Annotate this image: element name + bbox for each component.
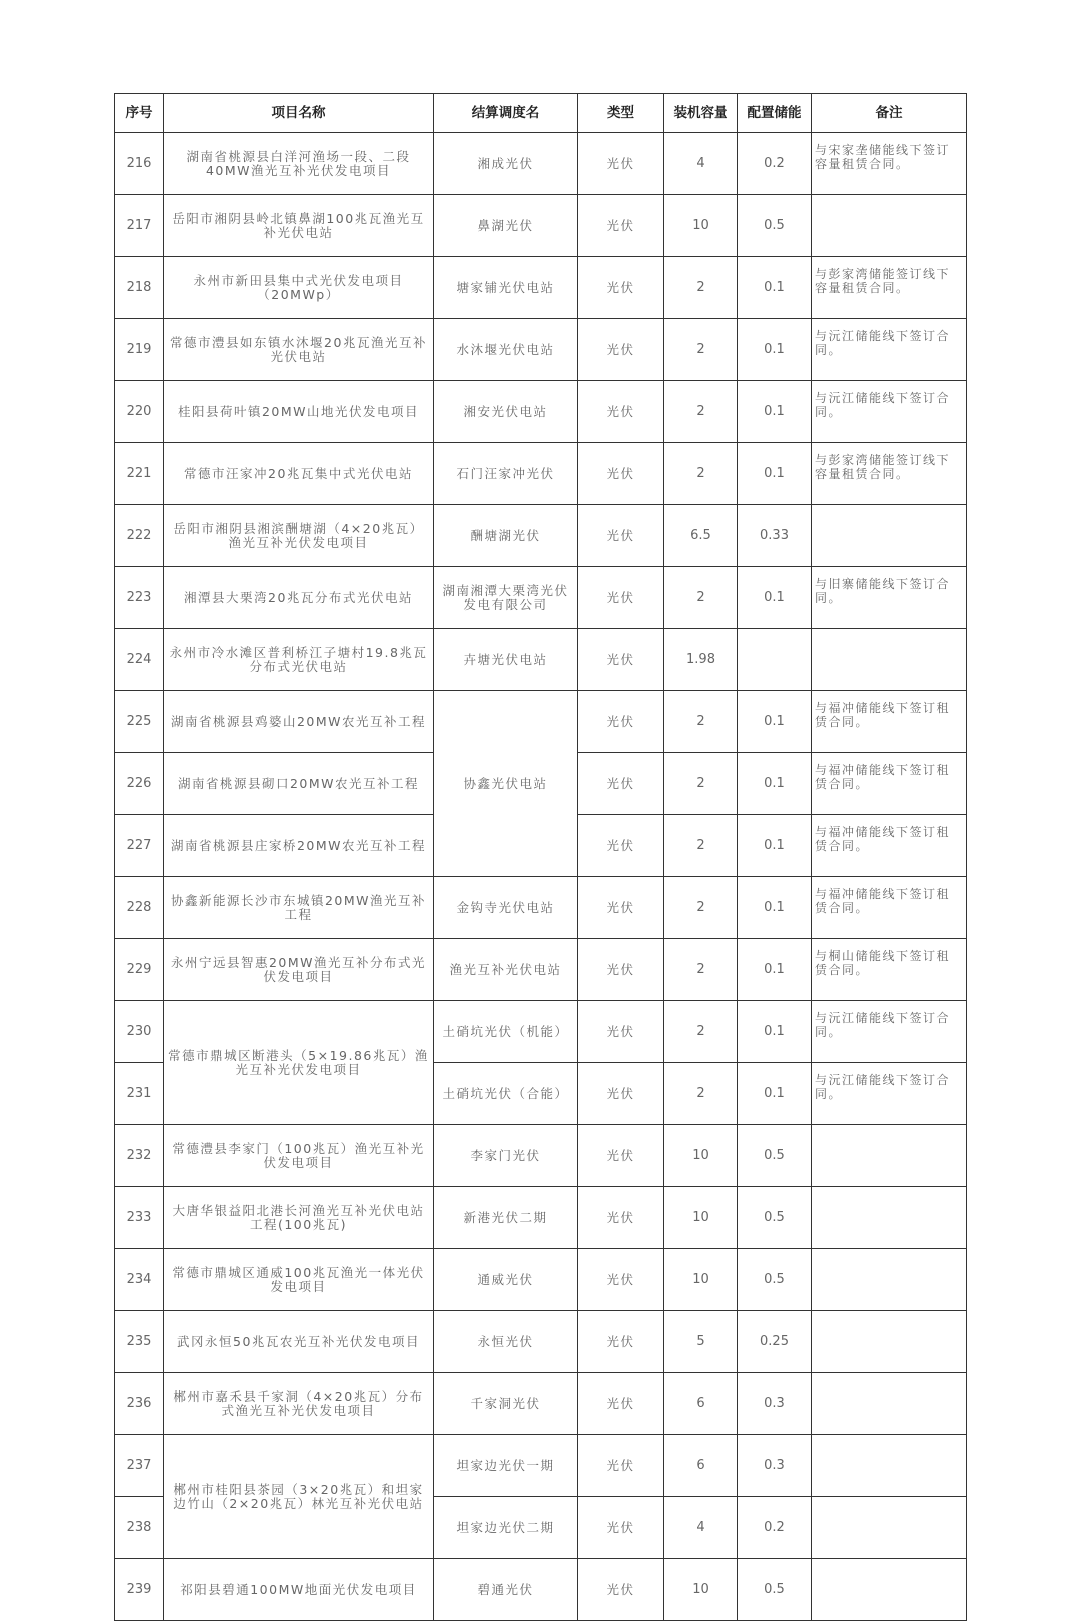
project-name: 常德市澧县如东镇水沐堰20兆瓦渔光互补光伏电站 xyxy=(164,319,434,381)
table-row xyxy=(115,319,967,381)
note: 与旧寨储能线下签订合同。 xyxy=(812,567,967,629)
project-name: 湖南省桃源县鸡婆山20MW农光互补工程 xyxy=(164,691,434,753)
type: 光伏 xyxy=(578,133,664,195)
table-row xyxy=(115,195,967,257)
dispatch-name: 渔光互补光伏电站 xyxy=(434,939,578,1001)
header-dispatch-name: 结算调度名 xyxy=(434,94,578,133)
dispatch-name: 碧通光伏 xyxy=(434,1559,578,1621)
type: 光伏 xyxy=(578,939,664,1001)
row-no: 239 xyxy=(115,1559,164,1621)
storage: 0.5 xyxy=(738,1125,812,1187)
type: 光伏 xyxy=(578,505,664,567)
capacity: 2 xyxy=(664,691,738,753)
project-name: 常德市汪家冲20兆瓦集中式光伏电站 xyxy=(164,443,434,505)
capacity: 10 xyxy=(664,195,738,257)
type: 光伏 xyxy=(578,1063,664,1125)
type: 光伏 xyxy=(578,1559,664,1621)
storage: 0.1 xyxy=(738,1001,812,1063)
note xyxy=(812,1497,967,1559)
storage: 0.1 xyxy=(738,443,812,505)
dispatch-name: 土硝坑光伏（合能） xyxy=(434,1063,578,1125)
note: 与福冲储能线下签订租赁合同。 xyxy=(812,691,967,753)
type: 光伏 xyxy=(578,257,664,319)
storage: 0.3 xyxy=(738,1373,812,1435)
project-name: 郴州市桂阳县茶园（3×20兆瓦）和坦家边竹山（2×20兆瓦）林光互补光伏电站 xyxy=(164,1435,434,1559)
capacity: 2 xyxy=(664,443,738,505)
header-note: 备注 xyxy=(812,94,967,133)
table-row xyxy=(115,1001,967,1063)
note: 与沅江储能线下签订合同。 xyxy=(812,1001,967,1063)
table-row xyxy=(115,1559,967,1621)
project-name: 常德澧县李家门（100兆瓦）渔光互补光伏发电项目 xyxy=(164,1125,434,1187)
type: 光伏 xyxy=(578,691,664,753)
dispatch-name: 湖南湘潭大栗湾光伏发电有限公司 xyxy=(434,567,578,629)
capacity: 4 xyxy=(664,133,738,195)
project-name: 郴州市嘉禾县千家洞（4×20兆瓦）分布式渔光互补光伏发电项目 xyxy=(164,1373,434,1435)
header-type: 类型 xyxy=(578,94,664,133)
storage: 0.5 xyxy=(738,1249,812,1311)
table-row xyxy=(115,381,967,443)
capacity: 5 xyxy=(664,1311,738,1373)
table-row xyxy=(115,567,967,629)
type: 光伏 xyxy=(578,195,664,257)
note: 与沅江储能线下签订合同。 xyxy=(812,1063,967,1125)
project-name: 祁阳县碧通100MW地面光伏发电项目 xyxy=(164,1559,434,1621)
row-no: 230 xyxy=(115,1001,164,1063)
dispatch-name: 金钩寺光伏电站 xyxy=(434,877,578,939)
capacity: 2 xyxy=(664,815,738,877)
table-row xyxy=(115,133,967,195)
storage: 0.25 xyxy=(738,1311,812,1373)
row-no: 221 xyxy=(115,443,164,505)
table-row xyxy=(115,1125,967,1187)
table-row xyxy=(115,1373,967,1435)
table-row xyxy=(115,877,967,939)
capacity: 10 xyxy=(664,1559,738,1621)
row-no: 238 xyxy=(115,1497,164,1559)
type: 光伏 xyxy=(578,1311,664,1373)
storage: 0.5 xyxy=(738,1187,812,1249)
capacity: 2 xyxy=(664,1063,738,1125)
storage: 0.1 xyxy=(738,815,812,877)
dispatch-name: 通威光伏 xyxy=(434,1249,578,1311)
capacity: 10 xyxy=(664,1125,738,1187)
note: 与宋家垄储能线下签订容量租赁合同。 xyxy=(812,133,967,195)
storage xyxy=(738,629,812,691)
note xyxy=(812,1373,967,1435)
row-no: 229 xyxy=(115,939,164,1001)
dispatch-name: 李家门光伏 xyxy=(434,1125,578,1187)
type: 光伏 xyxy=(578,567,664,629)
project-name: 永州宁远县智惠20MW渔光互补分布式光伏发电项目 xyxy=(164,939,434,1001)
row-no: 217 xyxy=(115,195,164,257)
capacity: 10 xyxy=(664,1187,738,1249)
note xyxy=(812,1187,967,1249)
header-storage: 配置储能 xyxy=(738,94,812,133)
row-no: 222 xyxy=(115,505,164,567)
dispatch-name: 永恒光伏 xyxy=(434,1311,578,1373)
storage: 0.1 xyxy=(738,381,812,443)
type: 光伏 xyxy=(578,443,664,505)
type: 光伏 xyxy=(578,381,664,443)
project-name: 常德市鼎城区断港头（5×19.86兆瓦）渔光互补光伏发电项目 xyxy=(164,1001,434,1125)
capacity: 2 xyxy=(664,567,738,629)
capacity: 2 xyxy=(664,1001,738,1063)
row-no: 225 xyxy=(115,691,164,753)
note xyxy=(812,629,967,691)
type: 光伏 xyxy=(578,1125,664,1187)
note: 与福冲储能线下签订租赁合同。 xyxy=(812,877,967,939)
header-project-name: 项目名称 xyxy=(164,94,434,133)
dispatch-name: 塘家铺光伏电站 xyxy=(434,257,578,319)
capacity: 10 xyxy=(664,1249,738,1311)
storage: 0.1 xyxy=(738,939,812,1001)
type: 光伏 xyxy=(578,1497,664,1559)
header-no: 序号 xyxy=(115,94,164,133)
type: 光伏 xyxy=(578,1435,664,1497)
capacity: 2 xyxy=(664,381,738,443)
dispatch-name: 坦家边光伏二期 xyxy=(434,1497,578,1559)
note: 与福冲储能线下签订租赁合同。 xyxy=(812,753,967,815)
dispatch-name: 鼻湖光伏 xyxy=(434,195,578,257)
row-no: 232 xyxy=(115,1125,164,1187)
capacity: 4 xyxy=(664,1497,738,1559)
note: 与桐山储能线下签订租赁合同。 xyxy=(812,939,967,1001)
project-name: 湘潭县大栗湾20兆瓦分布式光伏电站 xyxy=(164,567,434,629)
dispatch-name: 湘成光伏 xyxy=(434,133,578,195)
table-row xyxy=(115,1249,967,1311)
storage: 0.1 xyxy=(738,319,812,381)
type: 光伏 xyxy=(578,753,664,815)
row-no: 236 xyxy=(115,1373,164,1435)
row-no: 228 xyxy=(115,877,164,939)
dispatch-name: 卉塘光伏电站 xyxy=(434,629,578,691)
row-no: 224 xyxy=(115,629,164,691)
capacity: 2 xyxy=(664,319,738,381)
capacity: 2 xyxy=(664,753,738,815)
note: 与彭家湾储能签订线下容量租赁合同。 xyxy=(812,257,967,319)
note xyxy=(812,195,967,257)
note: 与彭家湾储能签订线下容量租赁合同。 xyxy=(812,443,967,505)
note xyxy=(812,1125,967,1187)
table-row xyxy=(115,1187,967,1249)
table-row xyxy=(115,1435,967,1497)
storage: 0.1 xyxy=(738,257,812,319)
project-name: 湖南省桃源县砌口20MW农光互补工程 xyxy=(164,753,434,815)
note xyxy=(812,1249,967,1311)
capacity: 6 xyxy=(664,1373,738,1435)
project-name: 桂阳县荷叶镇20MW山地光伏发电项目 xyxy=(164,381,434,443)
dispatch-name: 新港光伏二期 xyxy=(434,1187,578,1249)
header-row xyxy=(115,94,967,133)
project-name: 常德市鼎城区通威100兆瓦渔光一体光伏发电项目 xyxy=(164,1249,434,1311)
type: 光伏 xyxy=(578,877,664,939)
table-row xyxy=(115,257,967,319)
storage: 0.1 xyxy=(738,753,812,815)
note xyxy=(812,1311,967,1373)
type: 光伏 xyxy=(578,629,664,691)
project-name: 岳阳市湘阴县岭北镇鼻湖100兆瓦渔光互补光伏电站 xyxy=(164,195,434,257)
table-row xyxy=(115,691,967,753)
row-no: 234 xyxy=(115,1249,164,1311)
storage: 0.2 xyxy=(738,133,812,195)
row-no: 223 xyxy=(115,567,164,629)
table-row xyxy=(115,629,967,691)
project-name: 大唐华银益阳北港长河渔光互补光伏电站工程(100兆瓦) xyxy=(164,1187,434,1249)
note xyxy=(812,1435,967,1497)
row-no: 219 xyxy=(115,319,164,381)
note xyxy=(812,505,967,567)
dispatch-name: 土硝坑光伏（机能） xyxy=(434,1001,578,1063)
table-row xyxy=(115,505,967,567)
row-no: 220 xyxy=(115,381,164,443)
dispatch-name: 湘安光伏电站 xyxy=(434,381,578,443)
storage: 0.33 xyxy=(738,505,812,567)
note xyxy=(812,1559,967,1621)
capacity: 6 xyxy=(664,1435,738,1497)
dispatch-name: 酬塘湖光伏 xyxy=(434,505,578,567)
project-table xyxy=(114,93,967,1621)
table-row xyxy=(115,939,967,1001)
project-name: 永州市冷水滩区普利桥江子塘村19.8兆瓦分布式光伏电站 xyxy=(164,629,434,691)
project-name: 协鑫新能源长沙市东城镇20MW渔光互补工程 xyxy=(164,877,434,939)
project-name: 湖南省桃源县白洋河渔场一段、二段40MW渔光互补光伏发电项目 xyxy=(164,133,434,195)
table-row xyxy=(115,443,967,505)
row-no: 235 xyxy=(115,1311,164,1373)
capacity: 1.98 xyxy=(664,629,738,691)
capacity: 2 xyxy=(664,877,738,939)
dispatch-name: 石门汪家冲光伏 xyxy=(434,443,578,505)
table-row xyxy=(115,1311,967,1373)
row-no: 218 xyxy=(115,257,164,319)
type: 光伏 xyxy=(578,1001,664,1063)
storage: 0.1 xyxy=(738,567,812,629)
type: 光伏 xyxy=(578,1249,664,1311)
note: 与沅江储能线下签订合同。 xyxy=(812,319,967,381)
dispatch-name: 千家洞光伏 xyxy=(434,1373,578,1435)
row-no: 233 xyxy=(115,1187,164,1249)
project-name: 武冈永恒50兆瓦农光互补光伏发电项目 xyxy=(164,1311,434,1373)
dispatch-name: 水沐堰光伏电站 xyxy=(434,319,578,381)
row-no: 226 xyxy=(115,753,164,815)
type: 光伏 xyxy=(578,319,664,381)
dispatch-name: 坦家边光伏一期 xyxy=(434,1435,578,1497)
storage: 0.2 xyxy=(738,1497,812,1559)
capacity: 2 xyxy=(664,939,738,1001)
project-name: 岳阳市湘阴县湘滨酬塘湖（4×20兆瓦）渔光互补光伏发电项目 xyxy=(164,505,434,567)
storage: 0.5 xyxy=(738,195,812,257)
storage: 0.1 xyxy=(738,877,812,939)
row-no: 231 xyxy=(115,1063,164,1125)
capacity: 2 xyxy=(664,257,738,319)
capacity: 6.5 xyxy=(664,505,738,567)
type: 光伏 xyxy=(578,815,664,877)
header-capacity: 装机容量 xyxy=(664,94,738,133)
note: 与福冲储能线下签订租赁合同。 xyxy=(812,815,967,877)
storage: 0.3 xyxy=(738,1435,812,1497)
storage: 0.1 xyxy=(738,691,812,753)
project-name: 湖南省桃源县庄家桥20MW农光互补工程 xyxy=(164,815,434,877)
type: 光伏 xyxy=(578,1187,664,1249)
storage: 0.5 xyxy=(738,1559,812,1621)
row-no: 227 xyxy=(115,815,164,877)
type: 光伏 xyxy=(578,1373,664,1435)
note: 与沅江储能线下签订合同。 xyxy=(812,381,967,443)
storage: 0.1 xyxy=(738,1063,812,1125)
row-no: 237 xyxy=(115,1435,164,1497)
row-no: 216 xyxy=(115,133,164,195)
dispatch-name: 协鑫光伏电站 xyxy=(434,691,578,877)
project-name: 永州市新田县集中式光伏发电项目（20MWp） xyxy=(164,257,434,319)
